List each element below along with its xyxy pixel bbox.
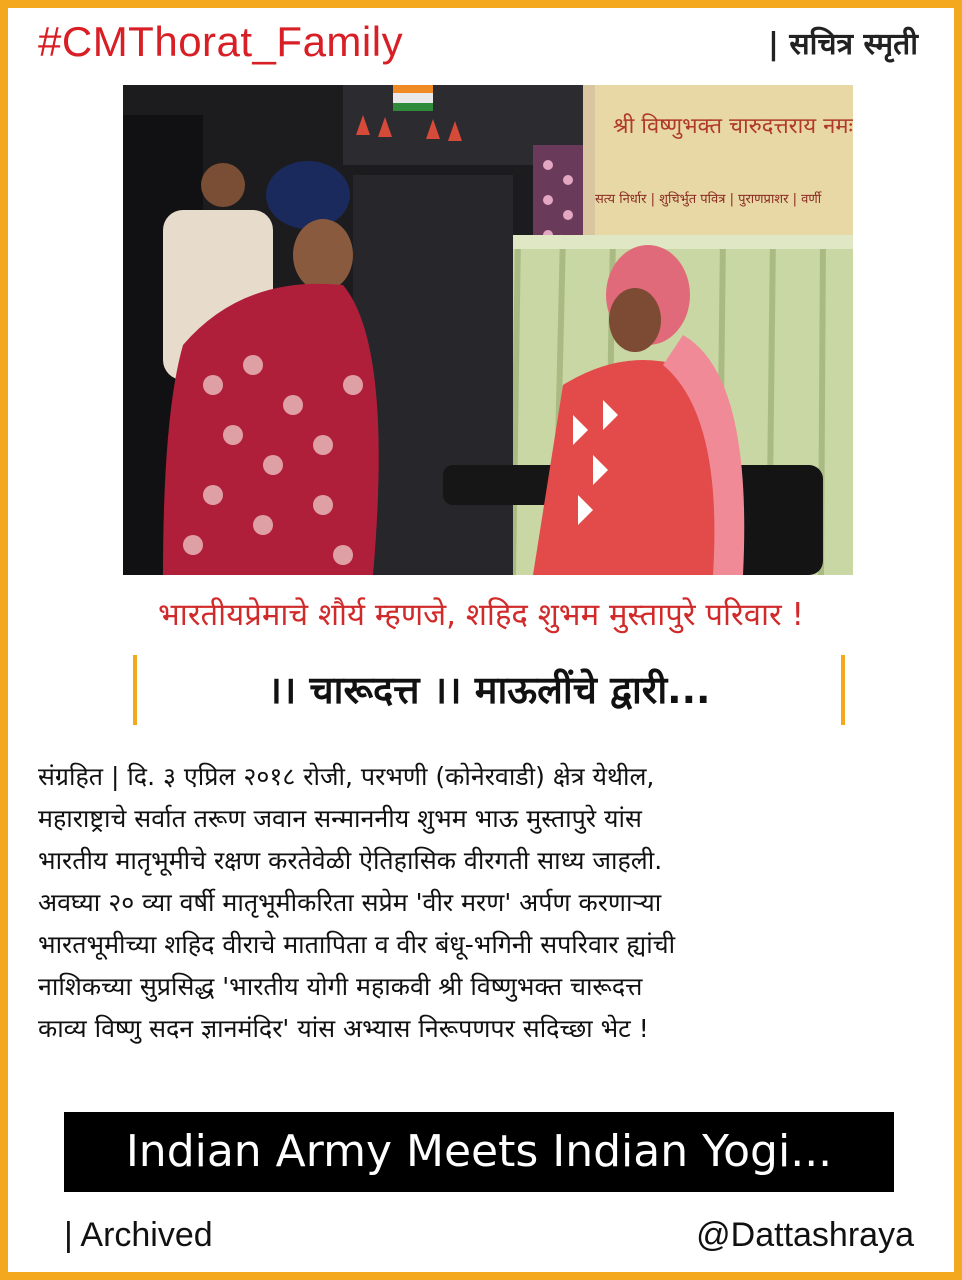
subtitle-box — [133, 655, 845, 725]
body-line: अवघ्या २० व्या वर्षी मातृभूमीकरिता सप्रेम 'वीर मरण' अर्पण करणाऱ्या — [38, 888, 662, 917]
body-line: नाशिकच्या सुप्रसिद्ध 'भारतीय योगी महाकवी श्री विष्णुभक्त चारूदत्त — [38, 972, 643, 1001]
subtitle: ।। चारूदत्त ।। माऊलींचे द्वारी... — [267, 668, 711, 712]
photo-illustration — [123, 85, 853, 575]
series-label: | सचित्र स्मृती — [768, 27, 918, 62]
body-line: संग्रहित | दि. ३ एप्रिल २०१८ रोजी, परभणी (कोनेरवाडी) क्षेत्र येथील, — [38, 762, 655, 791]
archived-label: | Archived — [64, 1216, 213, 1254]
author-handle: @Dattashraya — [696, 1216, 914, 1254]
wall-sub-inscription: सत्य निर्धार | शुचिर्भुत पवित्र | पुराणप्राशर | वर्णी — [595, 192, 822, 207]
body-paragraph — [38, 756, 928, 1050]
body-line: भारतभूमीच्या शहिद वीराचे मातापिता व वीर बंधू-भगिनी सपरिवार ह्यांची — [38, 930, 676, 959]
body-line: काव्य विष्णु सदन ज्ञानमंदिर' यांस अभ्यास निरूपणपर सदिच्छा भेट ! — [38, 1014, 649, 1043]
body-line: भारतीय मातृभूमीचे रक्षण करतेवेळी ऐतिहासिक वीरगती साध्य जाहली. — [38, 846, 663, 875]
body-line: महाराष्ट्राचे सर्वात तरूण जवान सन्माननीय शुभम भाऊ मुस्तापुरे यांस — [38, 804, 642, 833]
headline: भारतीयप्रेमाचे शौर्य म्हणजे, शहिद शुभम मुस्तापुरे परिवार ! — [158, 597, 804, 633]
wall-inscription: श्री विष्णुभक्त चारुदत्तराय नमः — [613, 114, 853, 139]
english-banner — [64, 1112, 894, 1192]
hashtag-title: #CMThorat_Family — [38, 18, 404, 65]
banner-text: Indian Army Meets Indian Yogi... — [125, 1126, 833, 1177]
event-photo — [123, 85, 853, 575]
